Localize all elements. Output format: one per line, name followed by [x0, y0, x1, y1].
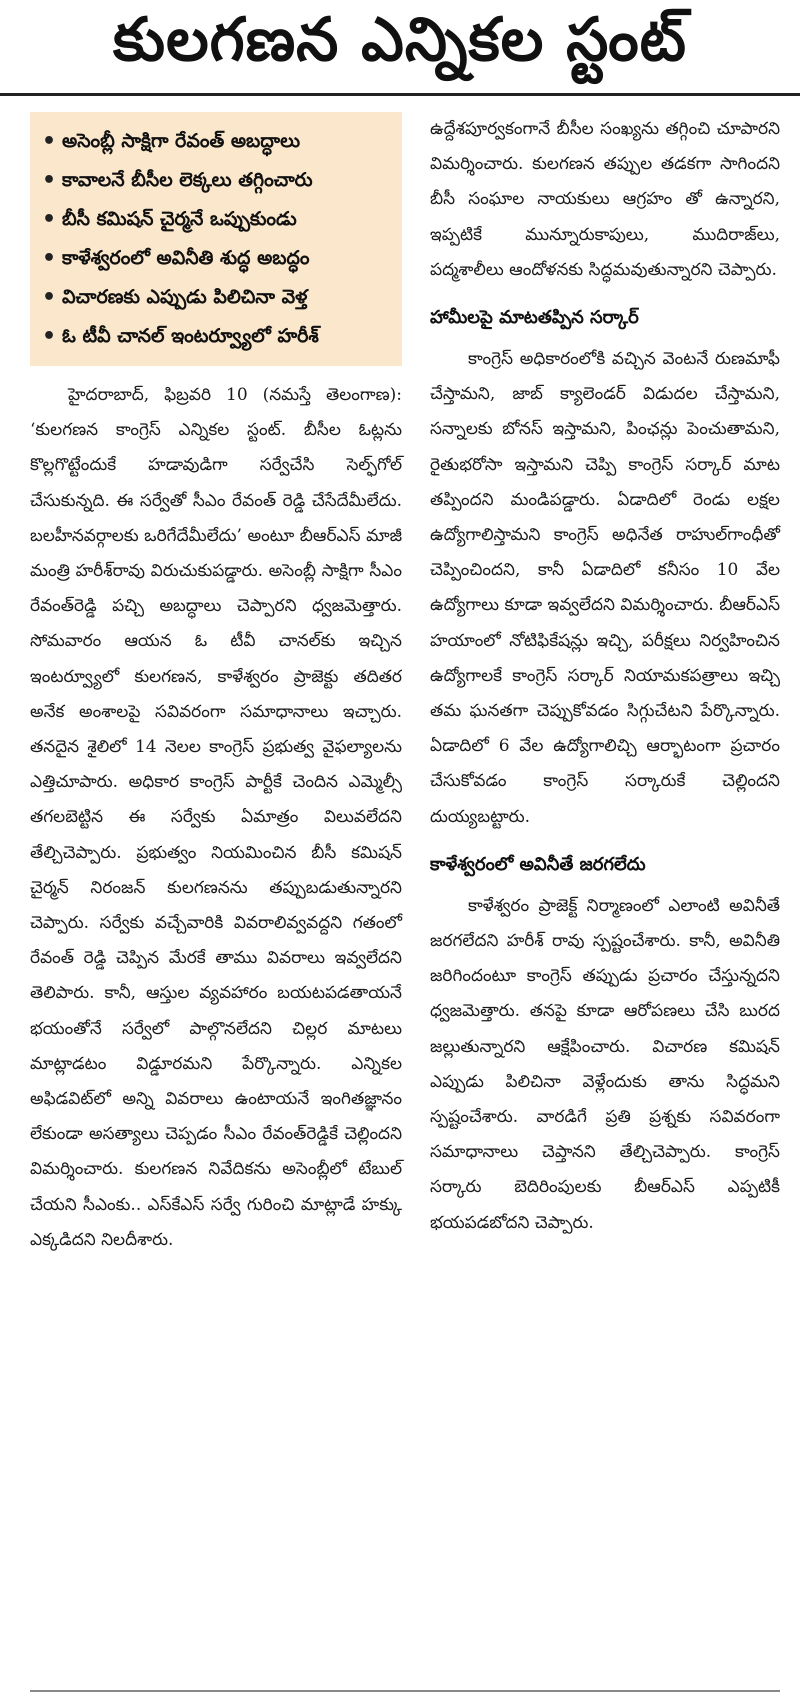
article-body-right-3: కాళేశ్వరం ప్రాజెక్ట్ నిర్మాణంలో ఎలాంటి అవినీతే జరగలేదని హరీశ్ రావు స్పష్టంచేశారు. కానీ, అవినీతి జరిగిందంటూ కాంగ్రెస్ తప్పుడు ప్రచారం చేస్తున్నదని ధ్వజమెత్తారు. తనపై కూడా ఆరోపణలు చేసి బురద జల్లుతున్నారని ఆక్షేపించారు. విచారణ కమిషన్ ఎప్పుడు పిలిచినా వెళ్లేందుకు తాను సిద్ధమని స్పష్టంచేశారు. వారడిగే ప్రతి ప్రశ్నకు సవివరంగా సమాధానాలు చెప్తానని తేల్చిచెప్పారు. కాంగ్రెస్ సర్కారు బెదిరింపులకు బీఆర్ఎస్ ఎప్పటికీ భయపడబోదని చెప్పారు.: [430, 895, 780, 1233]
highlight-item: [40, 239, 390, 278]
article-body-right-2: కాంగ్రెస్ అధికారంలోకి వచ్చిన వెంటనే రుణమాఫీ చేస్తామని, జాబ్ క్యాలెండర్ విడుదల చేస్తామని, సన్నాలకు బోనస్ ఇస్తామని, పింఛన్లు పెంచుతామని, రైతుభరోసా ఇస్తామని చెప్పి కాంగ్రెస్ సర్కార్ మాట తప్పిందని మండిపడ్డారు. ఏడాదిలో రెండు లక్షల ఉద్యోగాలిస్తామని కాంగ్రెస్ అధినేత రాహుల్‌గాంధీతో చెప్పించిందని, కానీ ఏడాదిలో కనీసం 10 వేల ఉద్యోగాలు కూడా ఇవ్వలేదని విమర్శించారు. బీఆర్ఎస్ హయాంలో నోటిఫికేషన్లు ఇచ్చి, పరీక్షలు నిర్వహించిన ఉద్యోగాలకే కాంగ్రెస్ సర్కార్ నియామకపత్రాలు ఇచ్చి తమ ఘనతగా చెప్పుకోవడం సిగ్గుచేటని పేర్కొన్నారు. ఏడాదిలో 6 వేల ఉద్యోగాలిచ్చి ఆర్భాటంగా ప్రచారం చేసుకోవడం కాంగ్రెస్ సర్కారుకే చెల్లిందని దుయ్యబట్టారు.: [430, 349, 780, 827]
bullet-icon: •: [42, 246, 57, 271]
headline: కులగణన ఎన్నికల స్టంట్: [0, 0, 800, 96]
bullet-icon: •: [42, 168, 57, 193]
highlight-text: కాళేశ్వరంలో అవినీతి శుద్ధ అబద్ధం: [62, 247, 310, 269]
highlight-text: ఓ టీవీ చానల్ ఇంటర్వ్యూలో హరీశ్: [62, 325, 319, 347]
bullet-icon: •: [42, 285, 57, 310]
left-column: [30, 112, 402, 1258]
bullet-icon: •: [42, 207, 57, 232]
bottom-rule: [30, 1690, 780, 1692]
highlight-text: బీసీ కమిషన్ చైర్మనే ఒప్పుకుండు: [62, 208, 297, 230]
subheading-kaleshwaram: కాళేశ్వరంలో అవినీతే జరగలేదు: [430, 853, 646, 875]
article-body-left: హైదరాబాద్, ఫిబ్రవరి 10 (నమస్తే తెలంగాణ): ‘కులగణన కాంగ్రెస్ ఎన్నికల స్టంట్. బీసీల ఓట్లను కొల్లగొట్టేందుకే హడావుడిగా సర్వేచేసి సెల్ఫ్‌గోల్ చేసుకున్నది. ఈ సర్వేతో సీఎం రేవంత్ రెడ్డి చేసేదేమీలేదు. బలహీనవర్గాలకు ఒరిగేదేమీలేదు’ అంటూ బీఆర్ఎస్ మాజీ మంత్రి హరీశ్‌రావు విరుచుకుపడ్డారు. అసెంబ్లీ సాక్షిగా సీఎం రేవంత్‌రెడ్డి పచ్చి అబద్ధాలు చెప్పారని ధ్వజమెత్తారు. సోమవారం ఆయన ఓ టీవీ చానల్‌కు ఇచ్చిన ఇంటర్వ్యూలో కులగణన, కాళేశ్వరం ప్రాజెక్టు తదితర అనేక అంశాలపై సవివరంగా సమాధానాలు ఇచ్చారు. తనదైన శైలిలో 14 నెలల కాంగ్రెస్ ప్రభుత్వ వైఫల్యాలను ఎత్తిచూపారు. అధికార కాంగ్రెస్ పార్టీకే చెందిన ఎమ్మెల్సీ తగలబెట్టిన ఈ సర్వేకు ఏమాత్రం విలువలేదని తేల్చిచెప్పారు. ప్రభుత్వం నియమించిన బీసీ కమిషన్ చైర్మన్ నిరంజన్ కులగణనను తప్పుబడుతున్నారని చెప్పారు. సర్వేకు వచ్చేవారికి వివరాలివ్వవద్దని గతంలో రేవంత్ రెడ్డి చెప్పిన మేరకే తాము వివరాలు ఇవ్వలేదని తెలిపారు. కానీ, ఆస్తుల వ్యవహారం బయటపడతాయనే భయంతోనే సర్వేలో పాల్గొనలేదని చిల్లర మాటలు మాట్లాడటం విడ్డూరమని పేర్కొన్నారు. ఎన్నికల అఫిడవిట్‌లో అన్ని వివరాలు ఉంటాయనే ఇంగితజ్ఞానం లేకుండా అసత్యాలు చెప్పడం సీఎం రేవంత్‌రెడ్డికే చెల్లిందని విమర్శించారు. కులగణన నివేదికను అసెంబ్లీలో టేబుల్ చేయని సీఎంకు.. ఎస్‌కేఎస్ సర్వే గురించి మాట్లాడే హక్కు ఎక్కడిదని నిలదీశారు.: [30, 385, 402, 1250]
right-column: [430, 112, 780, 1241]
highlight-text: అసెంబ్లీ సాక్షిగా రేవంత్ అబద్ధాలు: [62, 130, 301, 152]
highlight-text: విచారణకు ఎప్పుడు పిలిచినా వెళ్త: [62, 286, 308, 308]
bullet-icon: •: [42, 324, 57, 349]
bullet-icon: •: [42, 129, 57, 154]
article-body-right-1: ఉద్దేశపూర్వకంగానే బీసీల సంఖ్యను తగ్గించి చూపారని విమర్శించారు. కులగణన తప్పుల తడకగా సాగిందని బీసీ సంఘాల నాయకులు ఆగ్రహం తో ఉన్నారని, ఇప్పటికే మున్నూరుకాపులు, ముదిరాజ్‌లు, పద్మశాలీలు ఆందోళనకు సిద్ధమవుతున్నారని చెప్పారు.: [430, 119, 780, 280]
highlights-list: [40, 122, 390, 356]
highlight-item: [40, 317, 390, 356]
highlight-item: [40, 161, 390, 200]
highlight-item: [40, 278, 390, 317]
highlights-box: [30, 112, 402, 366]
highlight-item: [40, 122, 390, 161]
subheading-promises: హామీలపై మాటతప్పిన సర్కార్: [430, 307, 639, 329]
highlight-item: [40, 200, 390, 239]
highlight-text: కావాలనే బీసీల లెక్కలు తగ్గించారు: [62, 169, 313, 191]
